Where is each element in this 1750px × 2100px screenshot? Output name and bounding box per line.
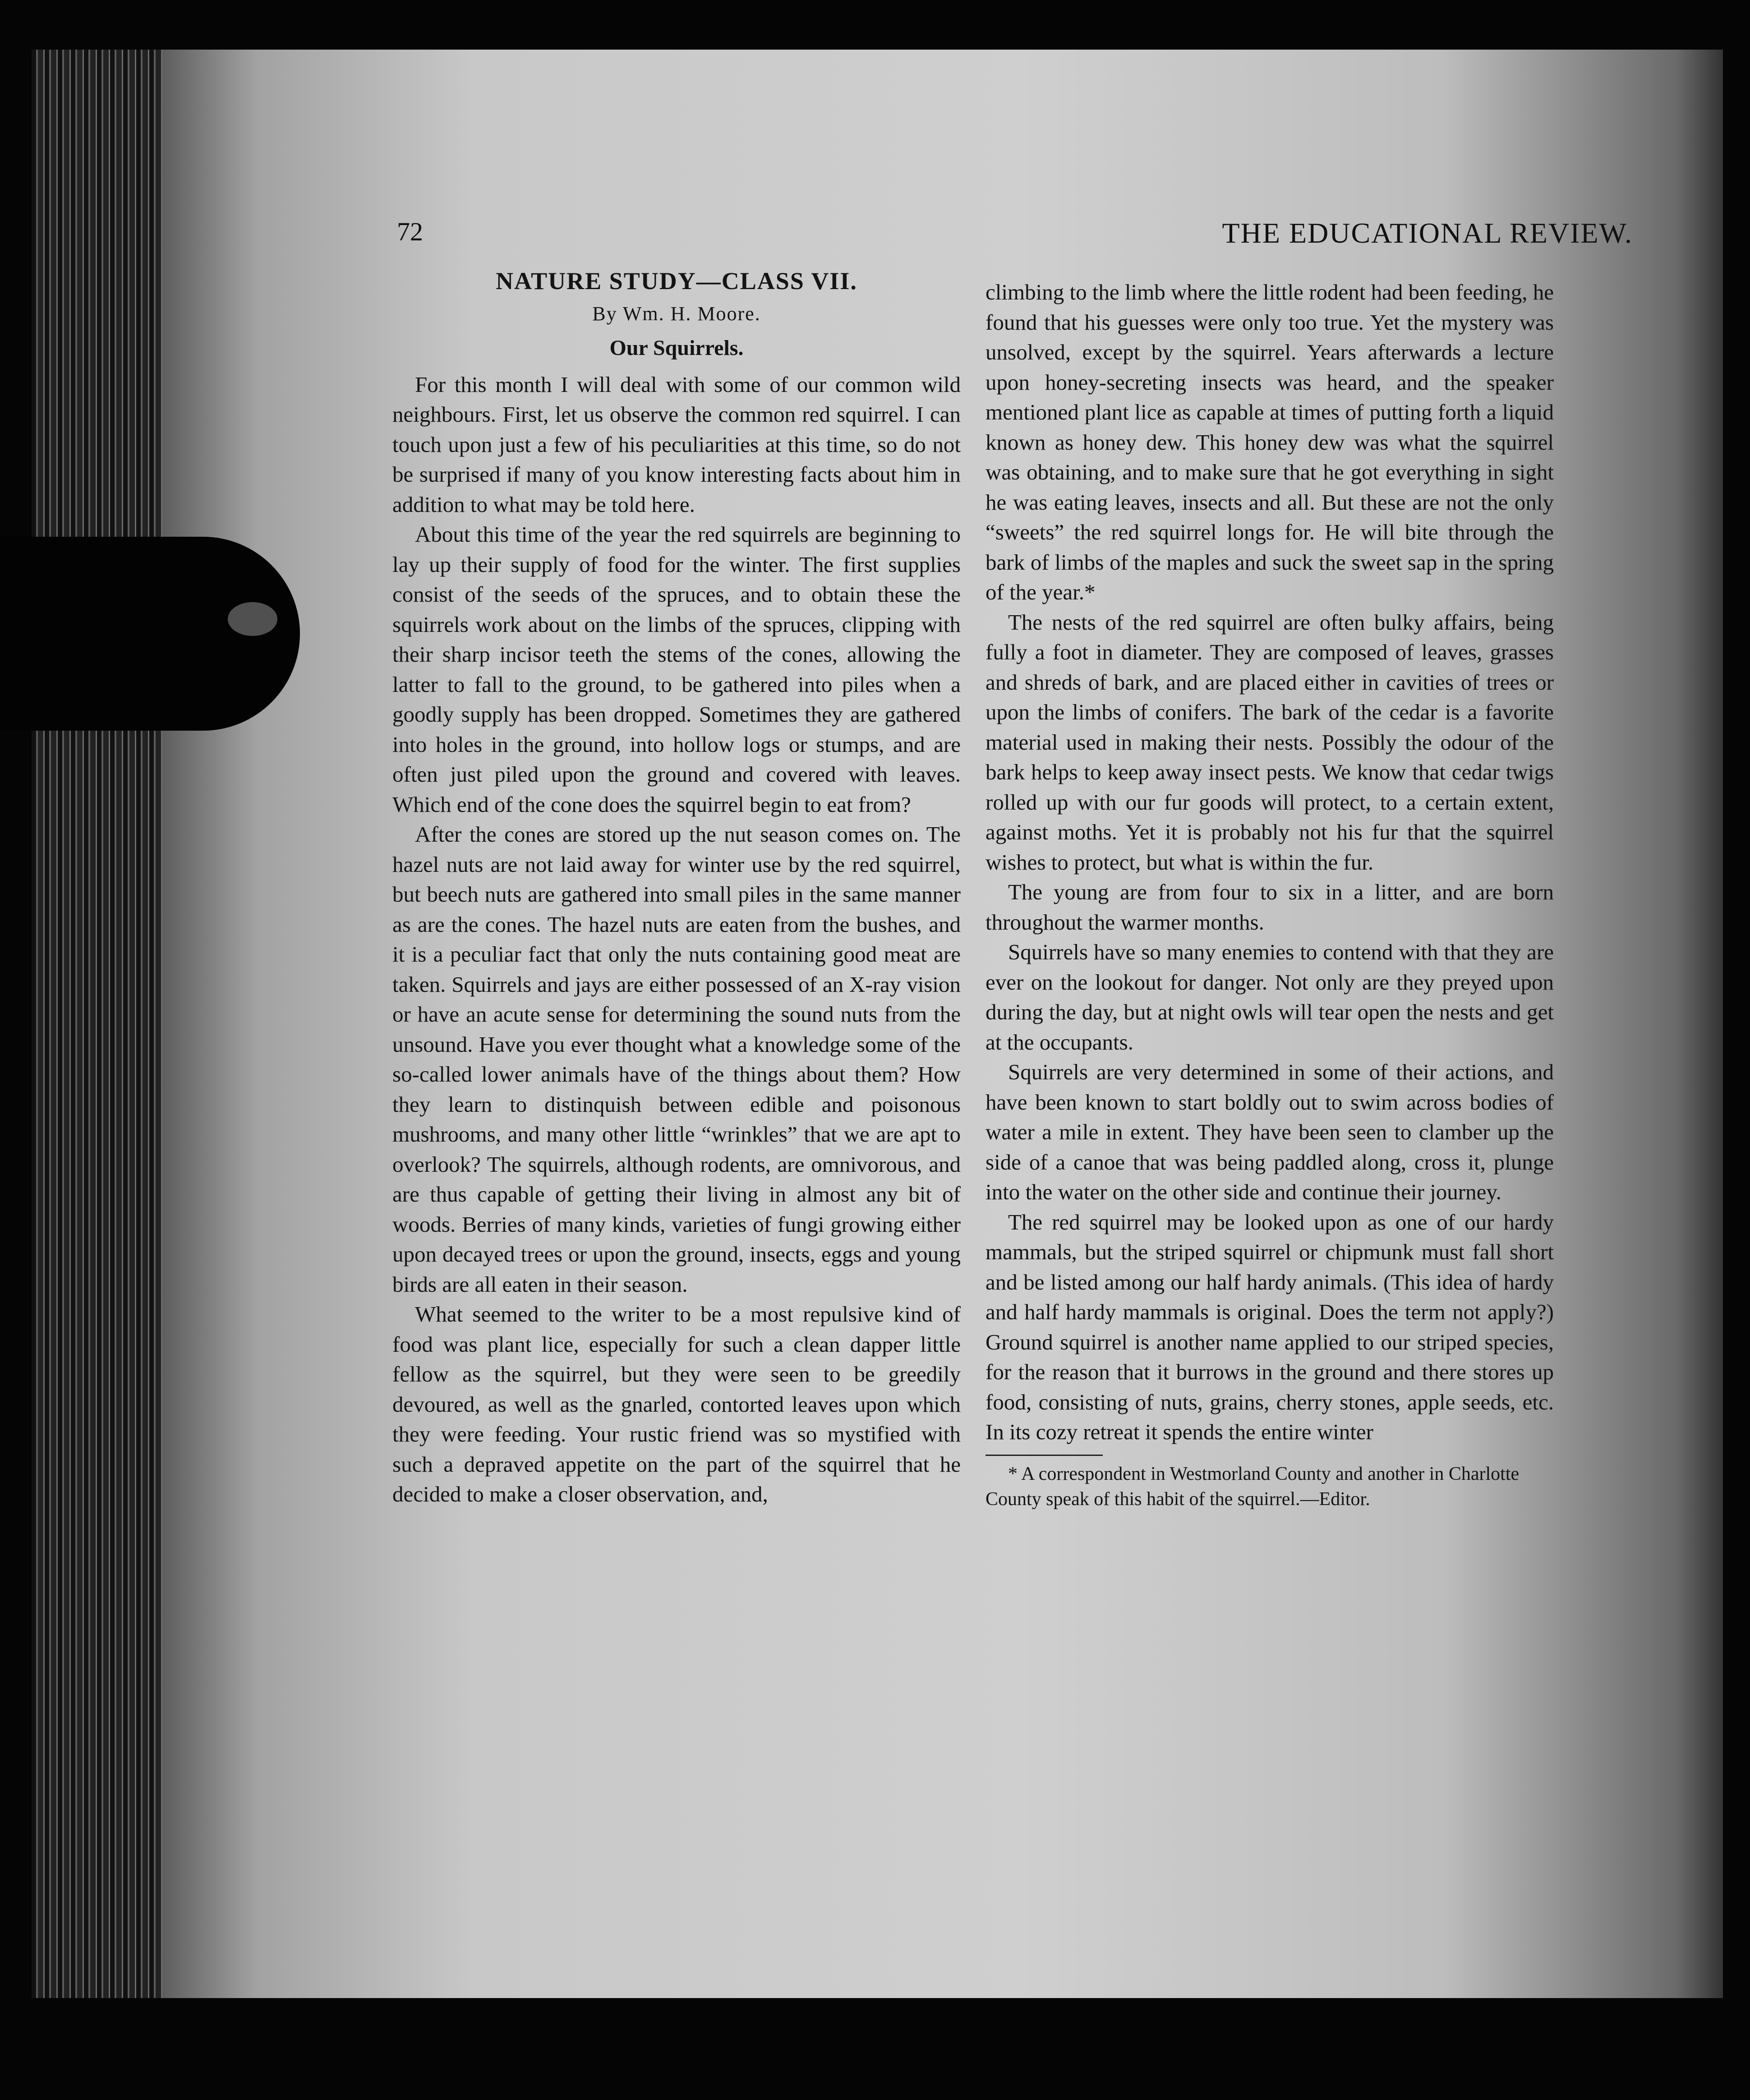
paragraph: Squirrels are very determined in some of their actions, and have been known to start boldly out to swim across bodies of water a mile in extent. They have been seen to clamber up the side of a canoe that was being paddled along, cross it, plunge into the water on the other side and continue their journey. (986, 1059, 1554, 1204)
paragraph: The red squirrel may be looked upon as one of our hardy mammals, but the striped squirrel or chipmunk must fall short and be listed among our half hardy animals. (This idea of hardy and half hardy mammals is original. Does the term not apply?) Ground squirrel is another name applied to our striped species, for the reason that it burrows in the ground and there stores up food, consisting of nuts, grains, cherry stones, apple seeds, etc. In its cozy retreat it spends the entire winter (986, 1209, 1554, 1444)
paragraph: What seemed to the writer to be a most repulsive kind of food was plant lice, especially for such a clean dapper little fellow as the squirrel, but they were seen to be greedily devoured, as well as the gnarled, contorted leaves upon which they were feeding. Your rustic friend was so mystified with such a depraved appetite on the part of the squirrel that he decided to make a closer observation, and, (392, 1302, 961, 1506)
right-column (986, 277, 1554, 1512)
book-page-edges (32, 50, 180, 1998)
running-title: THE EDUCATIONAL REVIEW. (1222, 217, 1633, 249)
paragraph: The young are from four to six in a litter, and are born throughout the warmer months. (986, 880, 1554, 935)
page-header (397, 216, 1678, 257)
left-column (392, 266, 961, 1510)
article-byline: By Wm. H. Moore. (592, 302, 761, 325)
page-number: 72 (397, 217, 423, 246)
footnote-divider (986, 1455, 1103, 1456)
article-subtitle: Our Squirrels. (609, 336, 744, 360)
paragraph: The nests of the red squirrel are often bulky affairs, being fully a foot in diameter. They are composed of leaves, grasses and shreds of bark, and are placed either in cavities of trees or upon the limbs of conifers. The bark of the cedar is a favorite material used in making their nests. Possibly the odour of the bark helps to keep away insect pests. We know that cedar twigs rolled up with our fur goods will protect, to a certain extent, against moths. Yet it is probably not his fur that the squirrel wishes to protect, but what is within the fur. (986, 609, 1554, 875)
paragraph: Squirrels have so many enemies to contend with that they are ever on the lookout for danger. Not only are they preyed upon during the day, but at night owls will tear open the nests and get at the occupants. (986, 939, 1554, 1055)
paragraph: After the cones are stored up the nut season comes on. The hazel nuts are not laid away for winter use by the red squirrel, but beech nuts are gathered into small piles in the same manner as are the cones. The hazel nuts are eaten from the bushes, and it is a peculiar fact that only the nuts containing good meat are taken. Squirrels and jays are either possessed of an X-ray vision or have an acute sense for determining the sound nuts from the unsound. Have you ever thought what a knowledge some of the so-called lower animals have of the things about them? How they learn to distinquish between edible and poisonous mushrooms, and many other little “wrinkles” that we are apt to overlook? The squirrels, although rodents, are omnivorous, and are thus capable of getting their living in almost any bit of woods. Berries of many kinds, varieties of fungi growing either upon decayed trees or upon the ground, insects, eggs and young birds are all eaten in their season. (392, 822, 961, 1297)
thumbnail-highlight (228, 602, 277, 636)
paragraph: For this month I will deal with some of our common wild neighbours. First, let us observe the common red squirrel. I can touch upon just a few of his peculiarities at this time, so do not be surprised if many of you know interesting facts about him in addition to what may be told here. (392, 372, 961, 517)
paragraph-continuation: climbing to the limb where the little rodent had been feeding, he found that his guesses were only too true. Yet the mystery was unsolved, except by the squirrel. Years afterwards a lecture upon honey-secreting insects was heard, and the speaker mentioned plant lice as capable at times of putting forth a liquid known as honey dew. This honey dew was what the squirrel was obtaining, and to make sure that he got everything in sight he was eating leaves, insects and all. But these are not the only “sweets” the red squirrel longs for. He will bite through the bark of limbs of the maples and suck the sweet sap in the spring of the year.* (986, 280, 1554, 604)
footnote: * A correspondent in Westmorland County and another in Charlotte County speak of this habit of the squirrel.—Editor. (986, 1463, 1520, 1510)
article-title: NATURE STUDY—CLASS VII. (496, 267, 857, 295)
paragraph: About this time of the year the red squirrels are beginning to lay up their supply of food for the winter. The first supplies consist of the seeds of the spruces, and to obtain these the squirrels work about on the limbs of the spruces, clipping with their sharp incisor teeth the stems of the cones, allowing the latter to fall to the ground, to be gathered into piles when a goodly supply has been dropped. Sometimes they are gathered into holes in the ground, into hollow logs or stumps, and are often just piled upon the ground and covered with leaves. Which end of the cone does the squirrel begin to eat from? (392, 522, 961, 817)
